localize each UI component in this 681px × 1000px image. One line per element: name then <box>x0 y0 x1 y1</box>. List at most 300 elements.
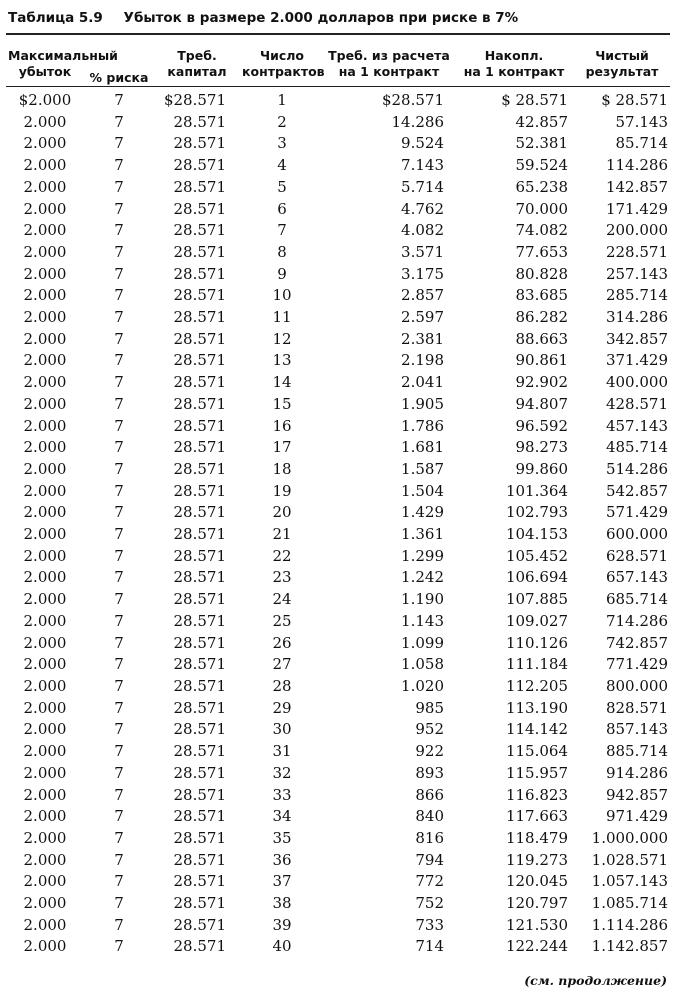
risk-percent-cell: 7 <box>114 134 124 153</box>
required-capital-cell: 28.571 <box>173 459 226 478</box>
accumulated-per-contract-cell: 80.828 <box>515 264 568 283</box>
required-per-contract-cell: 1.681 <box>401 438 444 457</box>
required-capital-cell: 28.571 <box>173 438 226 457</box>
risk-percent-cell: 7 <box>114 785 124 804</box>
table-row <box>6 155 670 177</box>
net-result-cell: 600.000 <box>605 525 668 544</box>
table-row <box>6 307 670 329</box>
risk-percent-cell: 7 <box>114 177 124 196</box>
required-per-contract-cell: 1.143 <box>401 611 444 630</box>
required-capital-cell: 28.571 <box>173 937 226 956</box>
risk-percent-cell: 7 <box>114 633 124 652</box>
required-capital-cell: 28.571 <box>173 633 226 652</box>
net-result-cell: 571.429 <box>605 503 668 522</box>
net-result-cell: 400.000 <box>605 373 668 392</box>
table-row <box>6 567 670 589</box>
accumulated-per-contract-cell: 74.082 <box>515 221 568 240</box>
contracts-cell: 3 <box>277 134 287 153</box>
contracts-cell: 8 <box>277 242 287 261</box>
table-body <box>6 90 670 958</box>
contracts-cell: 13 <box>272 351 292 370</box>
net-result-cell: 342.857 <box>605 329 668 348</box>
required-per-contract-cell: 1.099 <box>401 633 444 652</box>
accumulated-per-contract-cell: 88.663 <box>515 329 568 348</box>
accumulated-per-contract-cell: 104.153 <box>505 525 568 544</box>
risk-percent-cell: 7 <box>114 720 124 739</box>
accumulated-per-contract-cell: 109.027 <box>505 611 568 630</box>
net-result-cell: 542.857 <box>605 481 668 500</box>
accumulated-per-contract-cell: 98.273 <box>515 438 568 457</box>
required-per-contract-cell: 866 <box>415 785 444 804</box>
accumulated-per-contract-cell: 92.902 <box>515 373 568 392</box>
required-per-contract-cell: 772 <box>415 872 444 891</box>
required-capital-cell: 28.571 <box>173 329 226 348</box>
table-row <box>6 936 670 958</box>
required-per-contract-cell: 1.299 <box>401 546 444 565</box>
required-per-contract-cell: 794 <box>415 850 444 869</box>
net-result-cell: 828.571 <box>605 698 668 717</box>
accumulated-per-contract-cell: 121.530 <box>505 915 568 934</box>
net-result-cell: 657.143 <box>605 568 668 587</box>
header-row <box>6 38 670 90</box>
top-rule <box>6 33 670 35</box>
accumulated-per-contract-cell: 90.861 <box>515 351 568 370</box>
contracts-cell: 38 <box>272 894 292 913</box>
contracts-cell: 4 <box>277 156 287 175</box>
required-per-contract-cell: 922 <box>415 742 444 761</box>
table-row <box>6 437 670 459</box>
required-per-contract-cell: 2.041 <box>401 373 444 392</box>
accumulated-per-contract-cell: 101.364 <box>505 481 568 500</box>
required-per-contract-cell: $28.571 <box>381 91 444 109</box>
required-capital-cell: 28.571 <box>173 242 226 261</box>
required-per-contract-cell: 1.242 <box>401 568 444 587</box>
contracts-cell: 14 <box>272 373 292 392</box>
required-per-contract-cell: 1.786 <box>401 416 444 435</box>
risk-percent-cell: 7 <box>114 698 124 717</box>
accumulated-per-contract-cell: 117.663 <box>505 807 568 826</box>
risk-percent-cell: 7 <box>114 91 124 109</box>
contracts-cell: 19 <box>272 481 292 500</box>
net-result-cell: 857.143 <box>605 720 668 739</box>
required-capital-cell: 28.571 <box>173 264 226 283</box>
contracts-cell: 9 <box>277 264 287 283</box>
accumulated-per-contract-cell: 116.823 <box>505 785 568 804</box>
risk-percent-cell: 7 <box>114 546 124 565</box>
required-per-contract-cell: 1.190 <box>401 590 444 609</box>
required-per-contract-cell: 9.524 <box>401 134 444 153</box>
table-row <box>6 350 670 372</box>
col-header-contracts: Число контрактов <box>242 48 325 79</box>
net-result-cell: 457.143 <box>605 416 668 435</box>
risk-percent-cell: 7 <box>114 438 124 457</box>
table-row <box>6 133 670 155</box>
contracts-cell: 32 <box>272 763 292 782</box>
contracts-cell: 20 <box>272 503 292 522</box>
required-capital-cell: 28.571 <box>173 894 226 913</box>
table-row <box>6 785 670 807</box>
required-per-contract-cell: 14.286 <box>391 112 444 131</box>
max-loss-cell: 2.000 <box>23 633 67 652</box>
max-loss-cell: 2.000 <box>23 698 67 717</box>
contracts-cell: 28 <box>272 676 292 695</box>
accumulated-per-contract-cell: 96.592 <box>515 416 568 435</box>
contracts-cell: 33 <box>272 785 292 804</box>
risk-percent-cell: 7 <box>114 459 124 478</box>
accumulated-per-contract-cell: 106.694 <box>505 568 568 587</box>
contracts-cell: 34 <box>272 807 292 826</box>
risk-percent-cell: 7 <box>114 655 124 674</box>
risk-percent-cell: 7 <box>114 264 124 283</box>
required-per-contract-cell: 952 <box>415 720 444 739</box>
contracts-cell: 24 <box>272 590 292 609</box>
max-loss-cell: 2.000 <box>23 416 67 435</box>
table-row <box>6 806 670 828</box>
required-capital-cell: 28.571 <box>173 655 226 674</box>
max-loss-cell: 2.000 <box>23 394 67 413</box>
accumulated-per-contract-cell: 102.793 <box>505 503 568 522</box>
required-per-contract-cell: 733 <box>415 915 444 934</box>
required-per-contract-cell: 1.020 <box>401 676 444 695</box>
required-capital-cell: 28.571 <box>173 351 226 370</box>
net-result-cell: 200.000 <box>605 221 668 240</box>
accumulated-per-contract-cell: 99.860 <box>515 459 568 478</box>
contracts-cell: 10 <box>272 286 292 305</box>
required-capital-cell: 28.571 <box>173 611 226 630</box>
net-result-cell: 114.286 <box>605 156 668 175</box>
required-per-contract-cell: 7.143 <box>401 156 444 175</box>
data-table <box>6 38 670 958</box>
max-loss-cell: 2.000 <box>23 785 67 804</box>
required-capital-cell: 28.571 <box>173 720 226 739</box>
table-row <box>6 871 670 893</box>
table-row <box>6 763 670 785</box>
accumulated-per-contract-cell: 59.524 <box>515 156 568 175</box>
max-loss-cell: 2.000 <box>23 481 67 500</box>
net-result-cell: 428.571 <box>605 394 668 413</box>
required-per-contract-cell: 1.361 <box>401 525 444 544</box>
contracts-cell: 36 <box>272 850 292 869</box>
risk-percent-cell: 7 <box>114 807 124 826</box>
continued-note: (см. продолжение) <box>524 973 667 988</box>
net-result-cell: 228.571 <box>605 242 668 261</box>
required-capital-cell: 28.571 <box>173 872 226 891</box>
required-capital-cell: 28.571 <box>173 676 226 695</box>
required-capital-cell: $28.571 <box>163 91 226 109</box>
max-loss-cell: 2.000 <box>23 221 67 240</box>
table-row <box>6 112 670 134</box>
required-capital-cell: 28.571 <box>173 763 226 782</box>
required-per-contract-cell: 1.429 <box>401 503 444 522</box>
net-result-cell: 1.085.714 <box>591 894 668 913</box>
table-row <box>6 828 670 850</box>
table-row <box>6 329 670 351</box>
max-loss-cell: 2.000 <box>23 134 67 153</box>
net-result-cell: 371.429 <box>605 351 668 370</box>
net-result-cell: 85.714 <box>615 134 668 153</box>
max-loss-cell: $2.000 <box>18 91 72 109</box>
max-loss-cell: 2.000 <box>23 850 67 869</box>
risk-percent-cell: 7 <box>114 112 124 131</box>
net-result-cell: 1.000.000 <box>591 828 668 847</box>
table-row <box>6 285 670 307</box>
required-capital-cell: 28.571 <box>173 546 226 565</box>
required-per-contract-cell: 1.058 <box>401 655 444 674</box>
max-loss-cell: 2.000 <box>23 828 67 847</box>
accumulated-per-contract-cell: 119.273 <box>505 850 568 869</box>
net-result-cell: 628.571 <box>605 546 668 565</box>
risk-percent-cell: 7 <box>114 937 124 956</box>
required-capital-cell: 28.571 <box>173 156 226 175</box>
max-loss-cell: 2.000 <box>23 590 67 609</box>
risk-percent-cell: 7 <box>114 590 124 609</box>
required-capital-cell: 28.571 <box>173 698 226 717</box>
required-capital-cell: 28.571 <box>173 134 226 153</box>
required-per-contract-cell: 4.082 <box>401 221 444 240</box>
required-capital-cell: 28.571 <box>173 915 226 934</box>
risk-percent-cell: 7 <box>114 308 124 327</box>
net-result-cell: 57.143 <box>615 112 668 131</box>
required-capital-cell: 28.571 <box>173 221 226 240</box>
required-capital-cell: 28.571 <box>173 828 226 847</box>
required-per-contract-cell: 2.597 <box>401 308 444 327</box>
contracts-cell: 5 <box>277 177 287 196</box>
contracts-cell: 1 <box>277 91 287 109</box>
contracts-cell: 2 <box>277 112 287 131</box>
risk-percent-cell: 7 <box>114 742 124 761</box>
contracts-cell: 35 <box>272 828 292 847</box>
required-per-contract-cell: 1.504 <box>401 481 444 500</box>
max-loss-cell: 2.000 <box>23 742 67 761</box>
table-row <box>6 524 670 546</box>
table-row <box>6 242 670 264</box>
accumulated-per-contract-cell: 118.479 <box>505 828 568 847</box>
contracts-cell: 30 <box>272 720 292 739</box>
required-capital-cell: 28.571 <box>173 850 226 869</box>
risk-percent-cell: 7 <box>114 611 124 630</box>
max-loss-cell: 2.000 <box>23 525 67 544</box>
max-loss-cell: 2.000 <box>23 503 67 522</box>
required-capital-cell: 28.571 <box>173 416 226 435</box>
net-result-cell: 142.857 <box>605 177 668 196</box>
contracts-cell: 7 <box>277 221 287 240</box>
max-loss-cell: 2.000 <box>23 242 67 261</box>
accumulated-per-contract-cell: 105.452 <box>505 546 568 565</box>
required-per-contract-cell: 714 <box>415 937 444 956</box>
table-title: Убыток в размере 2.000 долларов при риске в 7% <box>123 10 519 26</box>
contracts-cell: 11 <box>272 308 292 327</box>
net-result-cell: 742.857 <box>605 633 668 652</box>
risk-percent-cell: 7 <box>114 503 124 522</box>
table-row <box>6 481 670 503</box>
table-row <box>6 698 670 720</box>
max-loss-cell: 2.000 <box>23 286 67 305</box>
max-loss-cell: 2.000 <box>23 199 67 218</box>
max-loss-cell: 2.000 <box>23 611 67 630</box>
contracts-cell: 25 <box>272 611 292 630</box>
table-row <box>6 546 670 568</box>
col-header-required-per-contract: Треб. из расчета на 1 контракт <box>328 48 450 79</box>
max-loss-cell: 2.000 <box>23 915 67 934</box>
risk-percent-cell: 7 <box>114 525 124 544</box>
max-loss-cell: 2.000 <box>23 872 67 891</box>
contracts-cell: 37 <box>272 872 292 891</box>
table-row <box>6 589 670 611</box>
risk-percent-cell: 7 <box>114 373 124 392</box>
required-per-contract-cell: 816 <box>415 828 444 847</box>
max-loss-cell: 2.000 <box>23 568 67 587</box>
risk-percent-cell: 7 <box>114 763 124 782</box>
accumulated-per-contract-cell: 112.205 <box>505 676 568 695</box>
net-result-cell: 885.714 <box>605 742 668 761</box>
contracts-cell: 18 <box>272 459 292 478</box>
contracts-cell: 21 <box>272 525 292 544</box>
table-row <box>6 676 670 698</box>
required-capital-cell: 28.571 <box>173 525 226 544</box>
risk-percent-cell: 7 <box>114 915 124 934</box>
table-row <box>6 915 670 937</box>
accumulated-per-contract-cell: 65.238 <box>515 177 568 196</box>
risk-percent-cell: 7 <box>114 394 124 413</box>
required-capital-cell: 28.571 <box>173 286 226 305</box>
risk-percent-cell: 7 <box>114 156 124 175</box>
max-loss-cell: 2.000 <box>23 308 67 327</box>
required-capital-cell: 28.571 <box>173 481 226 500</box>
accumulated-per-contract-cell: 113.190 <box>505 698 568 717</box>
max-loss-cell: 2.000 <box>23 351 67 370</box>
net-result-cell: 1.114.286 <box>591 915 668 934</box>
net-result-cell: 257.143 <box>605 264 668 283</box>
required-capital-cell: 28.571 <box>173 590 226 609</box>
required-per-contract-cell: 5.714 <box>401 177 444 196</box>
accumulated-per-contract-cell: 42.857 <box>515 112 568 131</box>
required-per-contract-cell: 3.175 <box>401 264 444 283</box>
max-loss-cell: 2.000 <box>23 655 67 674</box>
table-number: Таблица 5.9 <box>8 10 103 26</box>
table-row <box>6 90 670 112</box>
max-loss-cell: 2.000 <box>23 937 67 956</box>
table-row <box>6 220 670 242</box>
net-result-cell: 514.286 <box>605 459 668 478</box>
required-per-contract-cell: 4.762 <box>401 199 444 218</box>
max-loss-cell: 2.000 <box>23 177 67 196</box>
required-capital-cell: 28.571 <box>173 177 226 196</box>
contracts-cell: 16 <box>272 416 292 435</box>
table-row <box>6 633 670 655</box>
table-row <box>6 177 670 199</box>
table-row <box>6 199 670 221</box>
contracts-cell: 27 <box>272 655 292 674</box>
risk-percent-cell: 7 <box>114 329 124 348</box>
col-header-risk-percent: % риска <box>89 70 149 85</box>
risk-percent-cell: 7 <box>114 481 124 500</box>
required-per-contract-cell: 985 <box>415 698 444 717</box>
accumulated-per-contract-cell: 110.126 <box>505 633 568 652</box>
risk-percent-cell: 7 <box>114 286 124 305</box>
net-result-cell: 1.142.857 <box>591 937 668 956</box>
risk-percent-cell: 7 <box>114 416 124 435</box>
required-per-contract-cell: 1.905 <box>401 394 444 413</box>
net-result-cell: 771.429 <box>605 655 668 674</box>
risk-percent-cell: 7 <box>114 828 124 847</box>
risk-percent-cell: 7 <box>114 199 124 218</box>
contracts-cell: 26 <box>272 633 292 652</box>
contracts-cell: 39 <box>272 915 292 934</box>
col-header-accumulated-per-contract: Накопл. на 1 контракт <box>463 48 565 79</box>
contracts-cell: 6 <box>277 199 287 218</box>
contracts-cell: 12 <box>272 329 292 348</box>
accumulated-per-contract-cell: 115.064 <box>505 742 568 761</box>
table-row <box>6 416 670 438</box>
contracts-cell: 31 <box>272 742 292 761</box>
table-row <box>6 372 670 394</box>
accumulated-per-contract-cell: 86.282 <box>515 308 568 327</box>
net-result-cell: 1.028.571 <box>591 850 668 869</box>
required-capital-cell: 28.571 <box>173 742 226 761</box>
required-capital-cell: 28.571 <box>173 785 226 804</box>
table-row <box>6 654 670 676</box>
net-result-cell: 685.714 <box>605 590 668 609</box>
max-loss-cell: 2.000 <box>23 763 67 782</box>
required-per-contract-cell: 1.587 <box>401 459 444 478</box>
risk-percent-cell: 7 <box>114 850 124 869</box>
accumulated-per-contract-cell: 83.685 <box>515 286 568 305</box>
table-row <box>6 741 670 763</box>
required-per-contract-cell: 752 <box>415 894 444 913</box>
contracts-cell: 29 <box>272 698 292 717</box>
contracts-cell: 15 <box>272 394 292 413</box>
required-capital-cell: 28.571 <box>173 373 226 392</box>
accumulated-per-contract-cell: $ 28.571 <box>501 91 568 109</box>
max-loss-cell: 2.000 <box>23 676 67 695</box>
accumulated-per-contract-cell: 70.000 <box>515 199 568 218</box>
table-row <box>6 264 670 286</box>
accumulated-per-contract-cell: 107.885 <box>505 590 568 609</box>
max-loss-cell: 2.000 <box>23 373 67 392</box>
required-per-contract-cell: 2.857 <box>401 286 444 305</box>
required-per-contract-cell: 840 <box>415 807 444 826</box>
table-row <box>6 502 670 524</box>
table-row <box>6 611 670 633</box>
required-capital-cell: 28.571 <box>173 199 226 218</box>
accumulated-per-contract-cell: 52.381 <box>515 134 568 153</box>
accumulated-per-contract-cell: 120.797 <box>505 894 568 913</box>
net-result-cell: 485.714 <box>605 438 668 457</box>
contracts-cell: 22 <box>272 546 292 565</box>
required-capital-cell: 28.571 <box>173 807 226 826</box>
accumulated-per-contract-cell: 94.807 <box>515 394 568 413</box>
accumulated-per-contract-cell: 122.244 <box>505 937 568 956</box>
net-result-cell: 971.429 <box>605 807 668 826</box>
max-loss-cell: 2.000 <box>23 546 67 565</box>
accumulated-per-contract-cell: 111.184 <box>505 655 568 674</box>
net-result-cell: $ 28.571 <box>601 91 668 109</box>
required-capital-cell: 28.571 <box>173 112 226 131</box>
net-result-cell: 942.857 <box>605 785 668 804</box>
contracts-cell: 23 <box>272 568 292 587</box>
max-loss-cell: 2.000 <box>23 329 67 348</box>
net-result-cell: 714.286 <box>605 611 668 630</box>
risk-percent-cell: 7 <box>114 894 124 913</box>
col-header-net-result: Чистый результат <box>585 48 659 79</box>
required-capital-cell: 28.571 <box>173 503 226 522</box>
max-loss-cell: 2.000 <box>23 264 67 283</box>
net-result-cell: 285.714 <box>605 286 668 305</box>
risk-percent-cell: 7 <box>114 676 124 695</box>
accumulated-per-contract-cell: 114.142 <box>505 720 568 739</box>
max-loss-cell: 2.000 <box>23 459 67 478</box>
risk-percent-cell: 7 <box>114 221 124 240</box>
